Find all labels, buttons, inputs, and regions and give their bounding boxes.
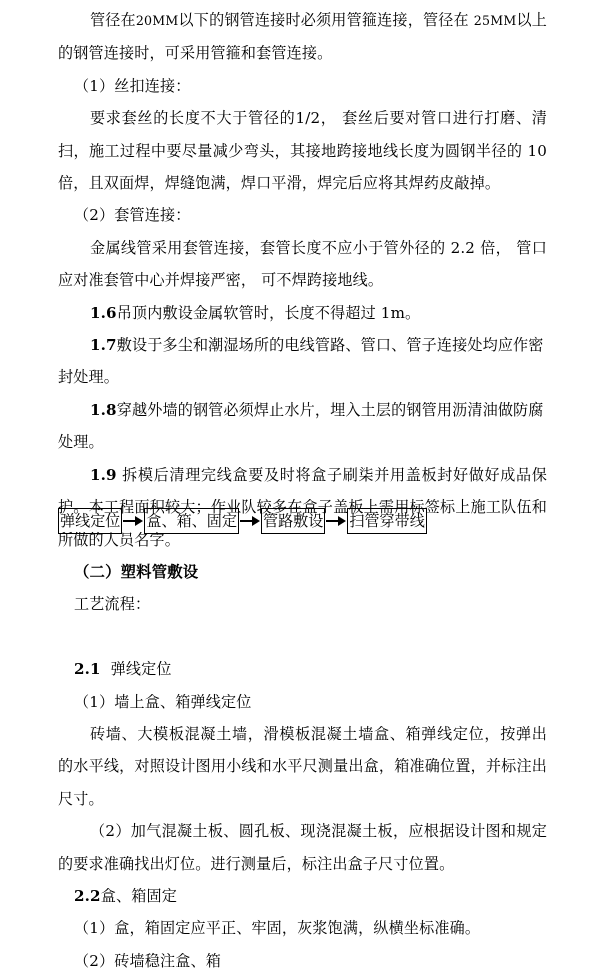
- spec-25mm: 25MM: [473, 13, 517, 28]
- paragraph-text-part-a: 管径在: [90, 11, 136, 29]
- flow-arrow-1: [122, 508, 144, 534]
- flowchart-spacer: [58, 621, 547, 653]
- clause-number-1-8: 1.8: [90, 400, 117, 419]
- paragraph-wall-layout: 砖墙、大模板混凝土墙，滑模板混凝土墙盒、箱弹线定位，按弹出的水平线，对照设计图用小线和水平尺测量出盒，箱准确位置，并标注出尺寸。: [58, 724, 547, 808]
- flow-arrow-3: [325, 508, 347, 534]
- section-title-2-1: 弹线定位: [100, 660, 172, 679]
- clause-1-6: [58, 297, 547, 329]
- list-item-1-threaded-connection: （1）丝扣连接：: [74, 76, 191, 95]
- process-flowchart: [58, 506, 427, 536]
- flow-arrow-2: [239, 508, 261, 534]
- clause-1-8: [58, 394, 547, 459]
- spec-20mm: 20MM: [135, 13, 179, 28]
- label-process-flow: 工艺流程：: [74, 595, 151, 614]
- section-heading-plastic-pipe: （二）塑料管敷设: [74, 562, 199, 581]
- clause-text-1-7: 敷设于多尘和潮湿场所的电线管路、管口、管子连接处均应作密封处理。: [58, 336, 544, 387]
- flow-step-3: 管路敷设: [261, 508, 325, 534]
- paragraph-text-part-c: 以下的钢管连接时必须用管箍连接，管径在: [178, 11, 474, 29]
- paragraph-threading-requirements: 要求套丝的长度不大于管径的1/2， 套丝后要对管口进行打磨、清扫，施工过程中要尽量减少弯头，其接地跨接地线长度为圆钢半径的 10 倍，且双面焊，焊缝饱满，焊口平滑，焊完后应将其焊药皮敲掉。: [58, 109, 552, 193]
- flow-step-2: 盒、箱、固定: [144, 508, 239, 534]
- paragraph-text-part-e: 以上的钢管连接时，可采用管箍和套管连接。: [58, 11, 547, 63]
- clause-number-1-6: 1.6: [90, 303, 117, 322]
- clause-text-1-9: 拆模后清理完线盒要及时将盒子刷柒并用盖板封好做好成品保护。本工程面积较大；作业队较多在盒子盖板上需用标签标上施工队伍和所做的人员名字。: [58, 465, 547, 549]
- flow-step-1: 弹线定位: [58, 508, 122, 534]
- document-body: [58, 4, 552, 977]
- paragraph-sleeve-requirements: 金属线管采用套管连接，套管长度不应小于管外径的 2.2 倍， 管口应对准套管中心并焊接严密， 可不焊跨接地线。: [58, 238, 547, 290]
- section-2-2: [58, 880, 547, 912]
- section-title-2-2: 盒、箱固定: [100, 886, 177, 905]
- item-2-1-2: （2）加气混凝土板、圆孔板、现浇混凝土板，应根据设计图和规定的要求准确找出灯位。进行测量后，标注出盒子尺寸位置。: [58, 822, 547, 873]
- list-item-2-sleeve-connection: （2）套管连接：: [74, 206, 191, 225]
- section-number-2-1: 2.1: [74, 660, 101, 679]
- flow-step-4: 扫管穿带线: [347, 508, 426, 534]
- section-2-1: [58, 653, 547, 685]
- item-2-2-2: （2）砖墙稳注盒、箱: [74, 951, 221, 970]
- clause-text-1-8: 穿越外墙的钢管必须焊止水片，埋入土层的钢管用沥清油做防腐处理。: [58, 400, 544, 452]
- paragraph-pipe-diameter: [58, 4, 547, 70]
- clause-1-7: [58, 329, 547, 394]
- section-number-2-2: 2.2: [74, 886, 101, 905]
- clause-number-1-7: 1.7: [90, 336, 117, 355]
- item-2-2-1: （1）盒，箱固定应平正、牢固，灰浆饱满，纵横坐标准确。: [74, 919, 481, 938]
- clause-number-1-9: 1.9: [90, 465, 117, 484]
- clause-text-1-6: 吊顶内敷设金属软管时，长度不得超过 1m。: [116, 303, 421, 322]
- item-2-1-1: （1）墙上盒、箱弹线定位: [74, 692, 252, 711]
